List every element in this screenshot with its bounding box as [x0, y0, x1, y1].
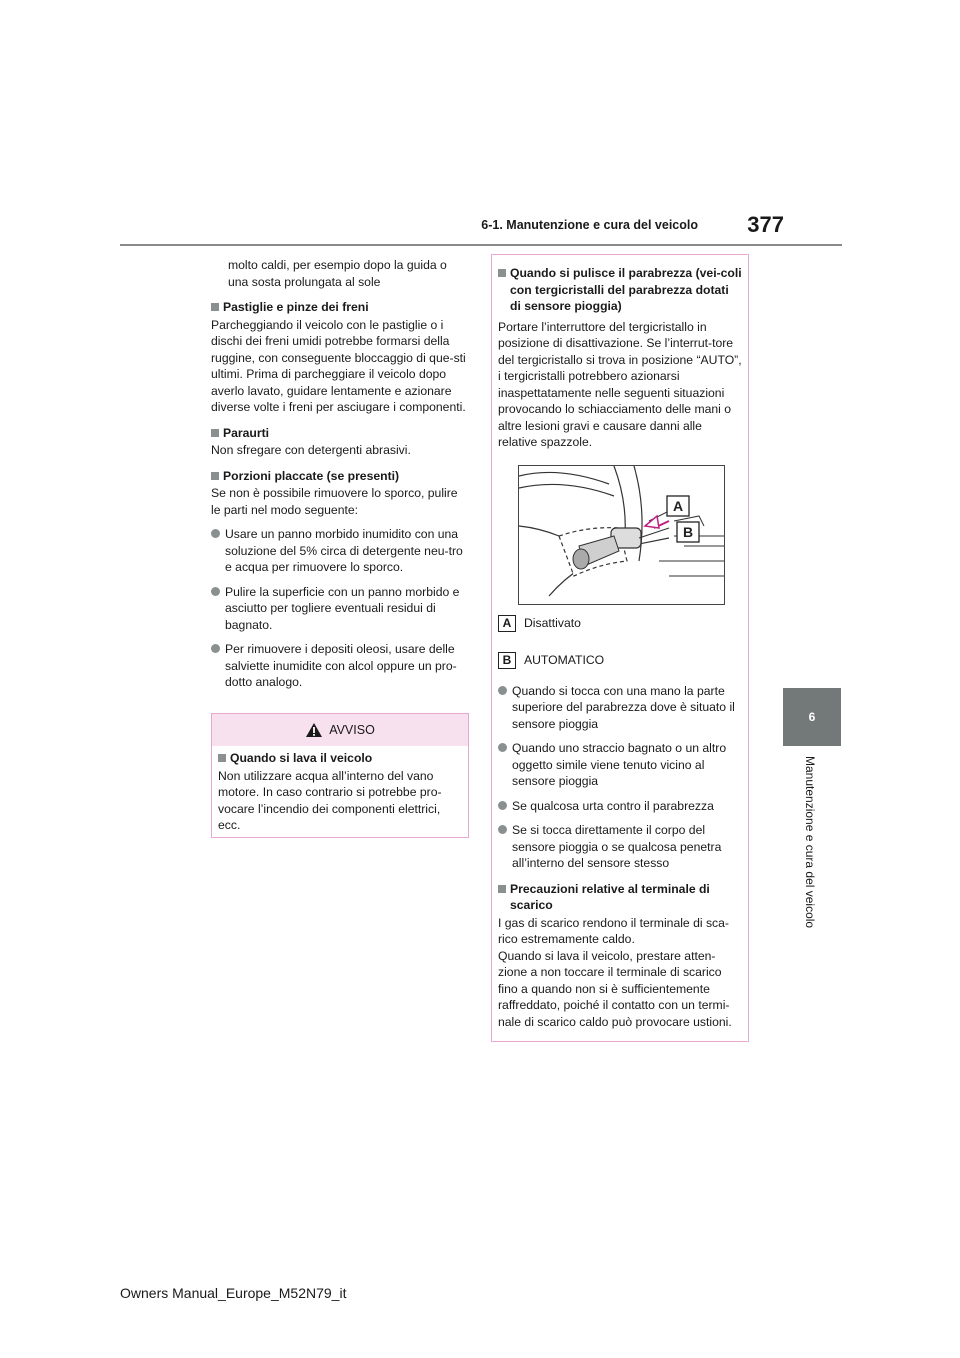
square-bullet-icon	[218, 754, 226, 762]
round-bullet-icon	[498, 801, 507, 810]
figure-legend-b	[498, 652, 742, 669]
warning-title-bar	[212, 714, 468, 746]
warning-box	[211, 713, 469, 838]
round-bullet-icon	[498, 743, 507, 752]
page-number: 377	[747, 212, 784, 237]
round-bullet-icon	[211, 587, 220, 596]
windshield-heading: Quando si pulisce il parabrezza (vei-coli con tergicristalli del parabrezza dotati di sensore pioggia)	[498, 265, 742, 315]
intro-text: molto caldi, per esempio dopo la guida o una sosta prolungata al sole	[228, 258, 447, 289]
list-item: Quando si tocca con una mano la parte superiore del parabrezza dove è situato il sensore pioggia	[498, 683, 742, 733]
section-title: 6-1. Manutenzione e cura del veicolo	[481, 218, 698, 232]
exhaust-body-1: I gas di scarico rendono il terminale di sca-rico estremamente caldo.	[498, 915, 729, 946]
bumpers-heading: Paraurti	[211, 425, 469, 442]
warning-triangle-icon	[305, 722, 323, 738]
plated-body: Se non è possibile rimuovere lo sporco, pulire le parti nel modo seguente:	[211, 486, 458, 517]
figure-legend-a	[498, 615, 742, 632]
list-item: Quando uno straccio bagnato o un altro oggetto simile viene tenuto vicino al sensore pioggia	[498, 740, 742, 790]
round-bullet-icon	[498, 686, 507, 695]
plated-heading: Porzioni placcate (se presenti)	[211, 468, 469, 485]
square-bullet-icon	[498, 885, 506, 893]
legend-text: Disattivato	[524, 615, 581, 630]
list-item: Se si tocca direttamente il corpo del sensore pioggia o se qualcosa penetra all’interno del sensore stesso	[498, 822, 742, 872]
wiper-switch-illustration	[518, 465, 725, 605]
square-bullet-icon	[211, 472, 219, 480]
callout-letter: B	[682, 523, 694, 540]
footer-doc-id: Owners Manual_Europe_M52N79_it	[120, 1285, 347, 1301]
windshield-body: Portare l’interruttore del tergicristallo in posizione di disattivazione. Se l’interrut-tore del tergicristallo si trova in posizione “AUTO”, i tergicristalli potrebbero azionarsi inaspettatamente nelle seguenti situazioni provocando lo schiacciamento delle mani o altre lesioni gravi e causare danni alle relative spazzole.	[498, 319, 742, 449]
legend-text: AUTOMATICO	[524, 652, 605, 667]
bumpers-body: Non sfregare con detergenti abrasivi.	[211, 443, 411, 457]
legend-letter: B	[498, 652, 516, 669]
square-bullet-icon	[498, 269, 506, 277]
round-bullet-icon	[211, 644, 220, 653]
list-item: Pulire la superficie con un panno morbido e asciutto per togliere eventuali residui di bagnato.	[211, 584, 469, 634]
list-item: Per rimuovere i depositi oleosi, usare delle salviette inumidite con alcol oppure un pro-dotto analogo.	[211, 641, 469, 691]
warning-body: Non utilizzare acqua all’interno del vano motore. In caso contrario si potrebbe pro-vocare l’incendio dei componenti elettrici, ecc.	[218, 768, 442, 832]
exhaust-body-2: Quando si lava il veicolo, prestare atten-zione a non toccare il terminale di scarico fino a quando non si è sufficientemente raffreddato, poiché il contatto con un termi-nale di scarico caldo può provocare ustioni.	[498, 948, 732, 1029]
list-item: Usare un panno morbido inumidito con una soluzione del 5% circa di detergente neu-tro e acqua per rimuovere lo sporco.	[211, 526, 469, 576]
left-column	[211, 257, 469, 691]
callout-letter: A	[672, 497, 684, 514]
legend-letter: A	[498, 615, 516, 632]
square-bullet-icon	[211, 303, 219, 311]
warning-title: AVVISO	[329, 723, 375, 737]
square-bullet-icon	[211, 429, 219, 437]
exhaust-heading: Precauzioni relative al terminale di scarico	[498, 881, 742, 914]
steering-column-drawing	[519, 466, 724, 604]
chapter-side-label: Manutenzione e cura del veicolo	[803, 756, 817, 929]
brakes-heading: Pastiglie e pinze dei freni	[211, 299, 469, 316]
warning-heading: Quando si lava il veicolo	[218, 750, 462, 767]
list-item: Se qualcosa urta contro il parabrezza	[498, 798, 742, 815]
round-bullet-icon	[211, 529, 220, 538]
brakes-body: Parcheggiando il veicolo con le pastiglie o i dischi dei freni umidi potrebbe formarsi della ruggine, con conseguente bloccaggio di que-sti ultimi. Prima di parcheggiare il veicolo dopo averlo lavato, guidare lentamente e azionare diverse volte i freni per asciugare i componenti.	[211, 317, 466, 414]
chapter-tab: 6	[783, 688, 841, 746]
right-warning-box	[491, 254, 749, 1042]
round-bullet-icon	[498, 825, 507, 834]
header-divider	[120, 244, 842, 246]
